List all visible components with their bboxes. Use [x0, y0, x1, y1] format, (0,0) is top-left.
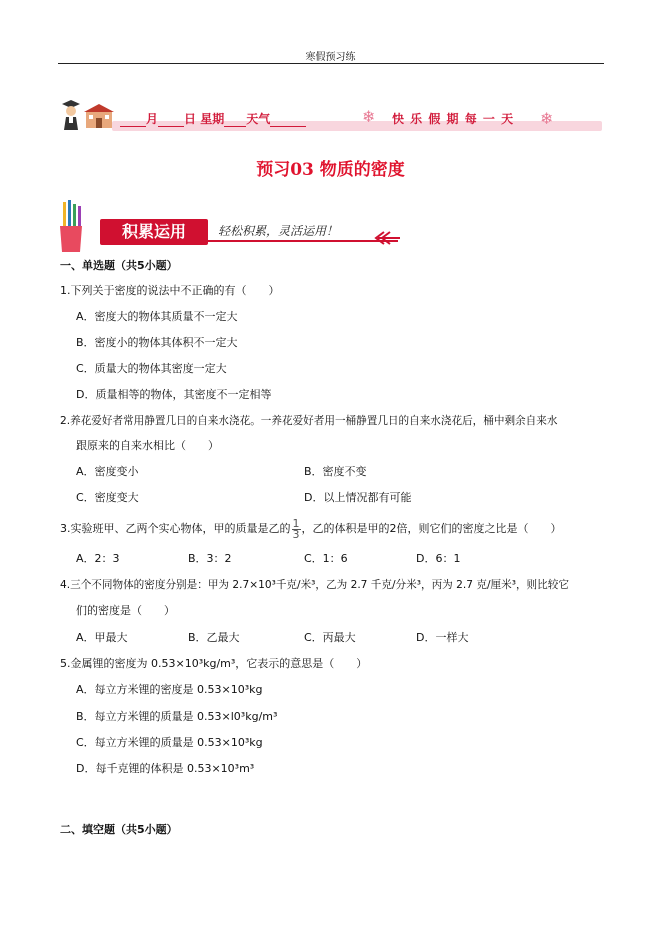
question-5-option-a: A．每立方米锂的密度是 0.53×10³kg [76, 683, 263, 696]
question-3-stem [60, 517, 562, 541]
question-4-option-d: D．一样大 [416, 631, 469, 644]
arrow-icon [372, 230, 402, 246]
section-slogan: 轻松积累，灵活运用！ [218, 224, 339, 238]
question-1-option-c: C．质量大的物体其密度一定大 [76, 362, 227, 375]
question-5-option-d: D．每千克锂的体积是 0.53×10³m³ [76, 762, 255, 775]
question-5-option-b: B．每立方米锂的质量是 0.53×l0³kg/m³ [76, 710, 278, 723]
question-2-option-d: D．以上情况都有可能 [304, 491, 412, 504]
fraction-denominator: 3 [292, 527, 300, 541]
weather-label: 天气 [246, 112, 271, 126]
question-2-stem-line-1: 2.养花爱好者常用静置几日的自来水浇花。一养花爱好者用一桶静置几日的自来水浇花后，桶中剩余自来水 [60, 415, 558, 427]
question-3-option-b: B．3：2 [188, 552, 232, 565]
question-1-option-a: A．密度大的物体其质量不一定大 [76, 310, 238, 323]
question-4-stem-line-1: 4.三个不同物体的密度分别是：甲为 2.7×10³千克/米³，乙为 2.7 千克/分米³，丙为 2.7 克/厘米³，则比较它 [60, 579, 569, 591]
fraction-numerator: 1 [292, 516, 300, 530]
snowflake-icon: ❄ [540, 109, 554, 128]
happy-holiday-slogan: 快 乐 假 期 每 一 天 [392, 112, 515, 126]
section-banner: 积累运用 [100, 219, 208, 245]
question-5-option-c: C．每立方米锂的质量是 0.53×10³kg [76, 736, 263, 749]
question-4-option-b: B．乙最大 [188, 631, 240, 644]
pencil-cup-icon [58, 200, 84, 254]
question-1-option-b: B．密度小的物体其体积不一定大 [76, 336, 238, 349]
section-heading-single-choice: 一、单选题（共5小题） [60, 259, 178, 272]
section-heading-fill-blank: 二、填空题（共5小题） [60, 823, 178, 836]
day-label: 日 [184, 112, 197, 126]
header-divider [58, 63, 604, 64]
question-4-option-c: C．丙最大 [304, 631, 356, 644]
question-3-stem-pre: 3.实验班甲、乙两个实心物体，甲的质量是乙的 [60, 522, 291, 535]
question-2-stem-line-2: 跟原来的自来水相比（ ） [76, 439, 219, 452]
question-5-stem: 5.金属锂的密度为 0.53×10³kg/m³，它表示的意思是（ ） [60, 657, 368, 670]
header-title: 寒假预习练 [305, 52, 356, 63]
question-1-stem: 1.下列关于密度的说法中不正确的有（ ） [60, 284, 280, 297]
question-4-option-a: A．甲最大 [76, 631, 128, 644]
question-2-option-b: B．密度不变 [304, 465, 367, 478]
question-3-option-c: C．1：6 [304, 552, 348, 565]
question-4-stem-line-2: 们的密度是（ ） [76, 604, 175, 617]
question-3-option-d: D．6：1 [416, 552, 461, 565]
page-title: 预习03 物质的密度 [256, 160, 405, 180]
snowflake-icon: ❄ [362, 107, 376, 126]
question-3-option-a: A．2：3 [76, 552, 120, 565]
slogan-underline [198, 240, 398, 242]
graduate-icon [60, 98, 82, 132]
fraction-one-third [292, 516, 301, 541]
question-2-option-a: A．密度变小 [76, 465, 139, 478]
date-fill-line [120, 110, 306, 127]
question-3-stem-post: ，乙的体积是甲的2倍，则它们的密度之比是（ ） [301, 522, 562, 535]
question-1-option-d: D．质量相等的物体，其密度不一定相等 [76, 388, 272, 401]
month-label: 月 [146, 112, 159, 126]
week-label: 星期 [200, 112, 225, 126]
question-2-option-c: C．密度变大 [76, 491, 139, 504]
school-building-icon [82, 102, 116, 130]
